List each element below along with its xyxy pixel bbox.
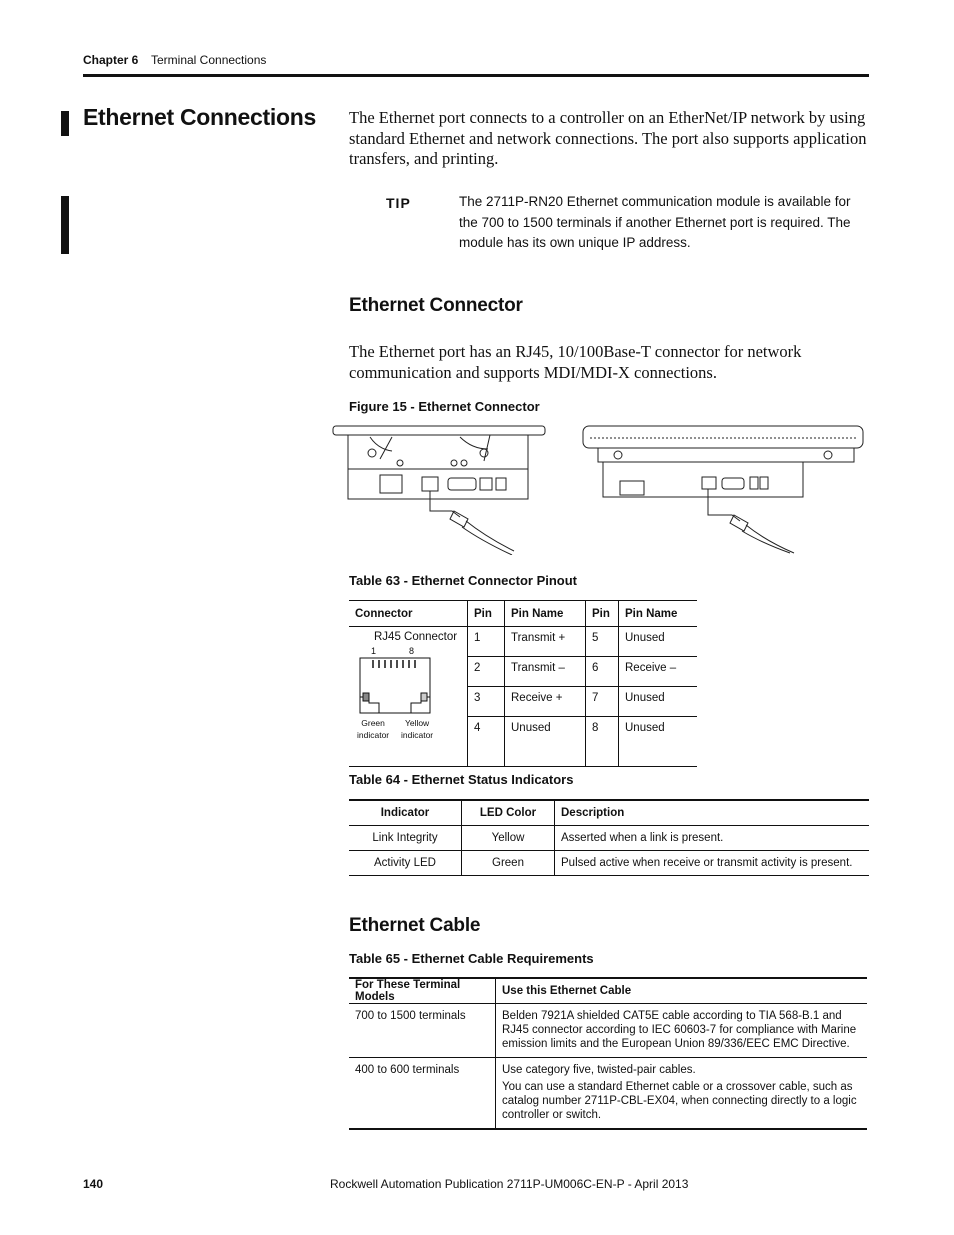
- tip-label: TIP: [386, 195, 411, 211]
- header-pin: Pin: [468, 601, 505, 627]
- pin-last-label: 8: [409, 646, 415, 656]
- rj45-label: RJ45 Connector: [374, 631, 458, 643]
- cable-cell: Belden 7921A shielded CAT5E cable according to TIA 568-B.1 and RJ45 connector according to IEC 60603-7 for compliance with Marine emission limits and the European Union 89/336/EEC EMC Directive.: [496, 1004, 868, 1058]
- section-title: Ethernet Connections: [83, 104, 316, 130]
- status-indicators-table: [349, 799, 869, 876]
- header-pin-name: Pin Name: [619, 601, 698, 627]
- pin-cell: 5: [586, 627, 619, 657]
- pin-name-cell: Transmit –: [505, 657, 586, 687]
- pin-name-cell: Unused: [619, 717, 698, 767]
- pin-name-cell: Receive +: [505, 687, 586, 717]
- model-cell: 400 to 600 terminals: [349, 1058, 496, 1130]
- tip-text: The 2711P-RN20 Ethernet communication module is available for the 700 to 1500 terminals if another Ethernet port is required. The module has its own unique IP address.: [459, 194, 851, 250]
- figure-caption: Figure 15 - Ethernet Connector: [349, 399, 540, 414]
- pin-first-label: 1: [371, 646, 377, 656]
- pin-cell: 2: [468, 657, 505, 687]
- chapter-title: Terminal Connections: [151, 53, 267, 67]
- model-cell: 700 to 1500 terminals: [349, 1004, 496, 1058]
- header-description: Description: [555, 800, 870, 826]
- pin-name-cell: Unused: [619, 627, 698, 657]
- header-led-color: LED Color: [462, 800, 555, 826]
- led-color-cell: Green: [462, 851, 555, 876]
- pin-cell: 1: [468, 627, 505, 657]
- table63-caption: Table 63 - Ethernet Connector Pinout: [349, 573, 578, 588]
- table-row: [349, 1004, 867, 1058]
- indicator-cell: Link Integrity: [349, 826, 462, 851]
- table-row: [349, 1058, 867, 1130]
- green-indicator-label: Green indicator: [357, 718, 390, 740]
- table-row: [349, 826, 869, 851]
- header-rule: [83, 74, 869, 77]
- header-indicator: Indicator: [349, 800, 462, 826]
- connector-heading: Ethernet Connector: [349, 295, 523, 316]
- yellow-indicator-label: Yellow indicator: [401, 718, 434, 740]
- pin-cell: 8: [586, 717, 619, 767]
- cable-cell: [496, 1058, 868, 1130]
- pin-name-cell: Transmit +: [505, 627, 586, 657]
- publication-info: Rockwell Automation Publication 2711P-UM006C-EN-P - April 2013: [330, 1177, 689, 1191]
- cable-heading: Ethernet Cable: [349, 915, 481, 936]
- table64-caption: Table 64 - Ethernet Status Indicators: [349, 772, 574, 787]
- pin-cell: 4: [468, 717, 505, 767]
- page-number: 140: [83, 1177, 104, 1191]
- change-bar: [61, 111, 69, 136]
- indicator-cell: Activity LED: [349, 851, 462, 876]
- chapter-label: Chapter 6: [83, 53, 139, 67]
- table-row: [349, 627, 697, 657]
- pin-cell: 6: [586, 657, 619, 687]
- pin-cell: 3: [468, 687, 505, 717]
- ethernet-connector-figure: [330, 423, 870, 555]
- cable-text: You can use a standard Ethernet cable or a crossover cable, such as catalog number 2711P-CBL-EX04, when connecting directly to a logic controller or switch.: [502, 1081, 857, 1121]
- header-pin: Pin: [586, 601, 619, 627]
- connector-paragraph: The Ethernet port has an RJ45, 10/100Base-T connector for network communication and supports MDI/MDI-X connections.: [349, 342, 802, 382]
- table65-caption: Table 65 - Ethernet Cable Requirements: [349, 951, 594, 966]
- pin-name-cell: Unused: [505, 717, 586, 767]
- pin-cell: 7: [586, 687, 619, 717]
- description-cell: Pulsed active when receive or transmit activity is present.: [555, 851, 870, 876]
- header-pin-name: Pin Name: [505, 601, 586, 627]
- header-connector: Connector: [349, 601, 468, 627]
- description-cell: Asserted when a link is present.: [555, 826, 870, 851]
- led-color-cell: Yellow: [462, 826, 555, 851]
- header-ethernet-cable: Use this Ethernet Cable: [496, 978, 868, 1004]
- pin-name-cell: Receive –: [619, 657, 698, 687]
- header-terminal-models: For These Terminal Models: [349, 978, 496, 1004]
- table-row: [349, 851, 869, 876]
- cable-requirements-table: [349, 977, 867, 1130]
- rj45-jack-icon: [359, 657, 431, 715]
- cable-text: Use category five, twisted-pair cables.: [502, 1064, 696, 1076]
- intro-paragraph: The Ethernet port connects to a controller on an EtherNet/IP network by using standard Ethernet and network connections. The port also supports application transfers, and printing.: [349, 108, 867, 168]
- pinout-table: [349, 600, 697, 767]
- rj45-connector-cell: [349, 627, 468, 767]
- change-bar: [61, 196, 69, 254]
- pin-name-cell: Unused: [619, 687, 698, 717]
